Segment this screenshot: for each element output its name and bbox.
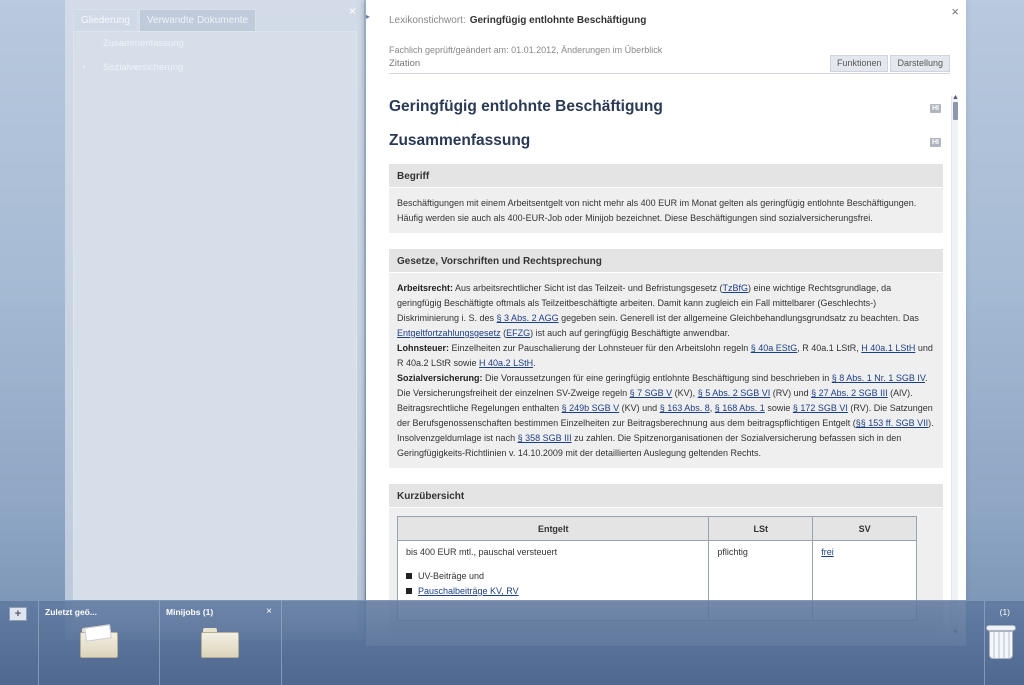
document-scrollbar[interactable] bbox=[951, 96, 958, 636]
tree-item-label: Zusammenfassung bbox=[103, 38, 184, 49]
law-link[interactable]: TzBfG bbox=[722, 283, 748, 293]
lexicon-keyword-label: Lexikonstichwort: bbox=[389, 15, 466, 26]
text: Die Voraussetzungen für eine geringfügig entlohnte Beschäftigung sind beschrieben in bbox=[482, 373, 832, 383]
text: ). Insolvenzgeldumlage ist nach bbox=[397, 418, 934, 443]
law-link[interactable]: § 7 SGB V bbox=[629, 388, 673, 398]
document-close-button[interactable]: × bbox=[951, 4, 959, 19]
trash-count: (1) bbox=[999, 607, 1010, 617]
document-title: Geringfügig entlohnte Beschäftigung bbox=[389, 98, 663, 115]
text: ) ist auch auf geringfügig Beschäftigte anwendbar. bbox=[530, 328, 730, 338]
scroll-up-icon[interactable]: ▲ bbox=[952, 94, 959, 101]
document-header bbox=[389, 15, 949, 26]
subtitle-row bbox=[389, 124, 943, 160]
lexicon-keyword-value: Geringfügig entlohnte Beschäftigung bbox=[469, 15, 647, 26]
expand-caret-icon[interactable]: ▸ bbox=[83, 64, 87, 71]
law-link[interactable]: H 40a.1 LStH bbox=[861, 343, 916, 353]
text: Aus arbeitsrechtlicher Sicht ist das Teilzeit- und Befristungsgesetz ( bbox=[453, 283, 723, 293]
column-header: Entgelt bbox=[398, 517, 709, 541]
text: Einzelheiten zur Pauschalierung der Lohnsteuer für den Arbeitslohn regeln bbox=[449, 343, 751, 353]
scroll-thumb[interactable] bbox=[953, 102, 958, 120]
section-body: Beschäftigungen mit einem Arbeitsentgelt von nicht mehr als 400 EUR im Monat gelten als geringfügig entlohnte Beschäftigungen. Häufig werden sie auch als 400-EUR-Job oder Minijob bezeichnet. Diese Beschäftigungen sind sozialversicherungsfrei. bbox=[397, 198, 917, 223]
text: gegeben sein. Generell ist der allgemeine Gleichbehandlungsgrundsatz zu beachten. Das bbox=[558, 313, 919, 323]
hi-badge-icon[interactable]: HI bbox=[932, 139, 939, 146]
bullet-icon bbox=[406, 573, 412, 579]
lexicon-keyword-row bbox=[389, 15, 949, 26]
document-meta bbox=[389, 45, 662, 55]
taskbar-tile-recent[interactable] bbox=[39, 601, 159, 685]
text: (KV) und bbox=[619, 403, 660, 413]
text: (KV), bbox=[672, 388, 698, 398]
law-link[interactable]: § 163 Abs. 8 bbox=[659, 403, 710, 413]
add-tile-button[interactable]: + bbox=[9, 607, 27, 621]
section-title: Begriff bbox=[389, 164, 943, 188]
list-item-text: UV-Beiträge und bbox=[418, 571, 485, 581]
section-title: Gesetze, Vorschriften und Rechtsprechung bbox=[389, 249, 943, 273]
outline-close-button[interactable]: × bbox=[348, 4, 356, 18]
header-divider bbox=[389, 73, 950, 74]
law-link[interactable]: § 168 Abs. 1 bbox=[714, 403, 765, 413]
section-begriff bbox=[389, 164, 943, 233]
lst-cell: pflichtig bbox=[709, 541, 813, 621]
text: (RV). Die Satzungen der Berufsgenossenschaften bestimmen Einzelheiten zur Beitragsberechnung aus dem beitragspflichtigen Entgelt ( bbox=[397, 403, 933, 428]
law-link[interactable]: § 172 SGB VI bbox=[792, 403, 848, 413]
law-link[interactable]: Entgeltfortzahlungsgesetz bbox=[397, 328, 501, 338]
taskbar-tile-minijobs[interactable] bbox=[160, 601, 280, 685]
law-link[interactable]: EFZG bbox=[506, 328, 531, 338]
text: ) eine wichtige Rechtsgrundlage, da geringfügig Beschäftigte oftmals als Teilzeitbeschäftigte arbeiten. Damit kann zugleich ein Fall mittelbarer (Geschlechts-) Diskriminierung i. S. des bbox=[397, 283, 892, 323]
law-link[interactable]: § 249b SGB V bbox=[561, 403, 620, 413]
tab-gliederung[interactable]: Gliederung bbox=[73, 9, 138, 31]
text: sowie bbox=[764, 403, 793, 413]
folder-icon bbox=[80, 628, 118, 658]
taskbar-divider bbox=[984, 601, 985, 685]
tile-title: Minijobs (1) bbox=[166, 607, 214, 617]
table-header-row bbox=[398, 517, 917, 541]
text: , R 40a.1 LStR, bbox=[797, 343, 862, 353]
law-link[interactable]: § 27 Abs. 2 SGB III bbox=[811, 388, 888, 398]
tree-item-zusammenfassung[interactable] bbox=[74, 32, 356, 56]
tab-verwandte-dokumente[interactable]: Verwandte Dokumente bbox=[139, 9, 256, 31]
text: . bbox=[533, 358, 536, 368]
section-title: Kurzübersicht bbox=[389, 484, 943, 508]
text: zu zahlen. Die Spitzenorganisationen der Sozialversicherung befassen sich in den Geringfügigkeits-Richtlinien v. 14.10.2009 mit der detaillierten Auslegung geltenden Rechts. bbox=[397, 433, 902, 458]
column-header: SV bbox=[813, 517, 917, 541]
funktionen-button[interactable]: Funktionen bbox=[830, 55, 889, 72]
taskbar bbox=[0, 600, 1024, 685]
title-row bbox=[389, 88, 943, 124]
sv-link[interactable]: frei bbox=[821, 547, 834, 557]
section-body bbox=[389, 273, 943, 468]
zitation-link[interactable]: Zitation bbox=[389, 58, 421, 69]
law-link[interactable]: Pauschalbeiträge KV, RV bbox=[418, 586, 519, 596]
law-link[interactable]: H 40a.2 LStH bbox=[479, 358, 534, 368]
lohnsteuer-label: Lohnsteuer: bbox=[397, 343, 450, 353]
darstellung-button[interactable]: Darstellung bbox=[890, 55, 950, 72]
text: (RV) und bbox=[770, 388, 812, 398]
bullet-icon bbox=[406, 588, 412, 594]
law-link[interactable]: § 8 Abs. 1 Nr. 1 SGB IV bbox=[831, 373, 926, 383]
arbeitsrecht-label: Arbeitsrecht: bbox=[397, 283, 454, 293]
folder-icon bbox=[201, 628, 239, 658]
header-buttons bbox=[828, 55, 950, 72]
review-date: Fachlich geprüft/geändert am: 01.01.2012, bbox=[389, 45, 559, 55]
text: , bbox=[709, 403, 715, 413]
sozialversicherung-label: Sozialversicherung: bbox=[397, 373, 483, 383]
collapse-panel-icon[interactable]: ▸ bbox=[366, 12, 371, 21]
tree-item-sozialversicherung[interactable] bbox=[74, 56, 356, 80]
text: . Die Versicherungsfreiheit der einzelnen SV-Zweige regeln bbox=[397, 373, 928, 398]
hi-badge-icon[interactable]: HI bbox=[932, 105, 939, 112]
document-window bbox=[366, 0, 966, 646]
list-item bbox=[406, 571, 700, 581]
law-link[interactable]: § 3 Abs. 2 AGG bbox=[496, 313, 559, 323]
column-header: LSt bbox=[709, 517, 813, 541]
law-link[interactable]: § 5 Abs. 2 SGB VI bbox=[697, 388, 771, 398]
outline-tree bbox=[73, 31, 357, 631]
law-link[interactable]: §§ 153 ff. SGB VII bbox=[855, 418, 929, 428]
document-subtitle: Zusammenfassung bbox=[389, 132, 531, 149]
section-gesetze bbox=[389, 249, 943, 468]
tile-close-icon[interactable]: × bbox=[266, 606, 272, 617]
changes-overview-link[interactable]: Änderungen im Überblick bbox=[561, 45, 663, 55]
outline-tabs bbox=[73, 9, 257, 31]
list-item bbox=[406, 586, 700, 596]
trash-icon[interactable] bbox=[986, 625, 1016, 659]
outline-panel bbox=[65, 0, 365, 640]
law-link[interactable]: § 40a EStG bbox=[750, 343, 798, 353]
text: und R 40a.2 LStR sowie bbox=[397, 343, 933, 368]
tree-item-label: Sozialversicherung bbox=[103, 62, 184, 73]
document-content bbox=[389, 88, 943, 640]
text: (AlV). Beitragsrechtliche Regelungen enthalten bbox=[397, 388, 913, 413]
taskbar-divider bbox=[281, 601, 282, 685]
law-link[interactable]: § 358 SGB III bbox=[517, 433, 572, 443]
entgelt-text: bis 400 EUR mtl., pauschal versteuert bbox=[406, 547, 558, 557]
text: ( bbox=[500, 328, 507, 338]
tile-title: Zuletzt geö... bbox=[45, 607, 97, 617]
